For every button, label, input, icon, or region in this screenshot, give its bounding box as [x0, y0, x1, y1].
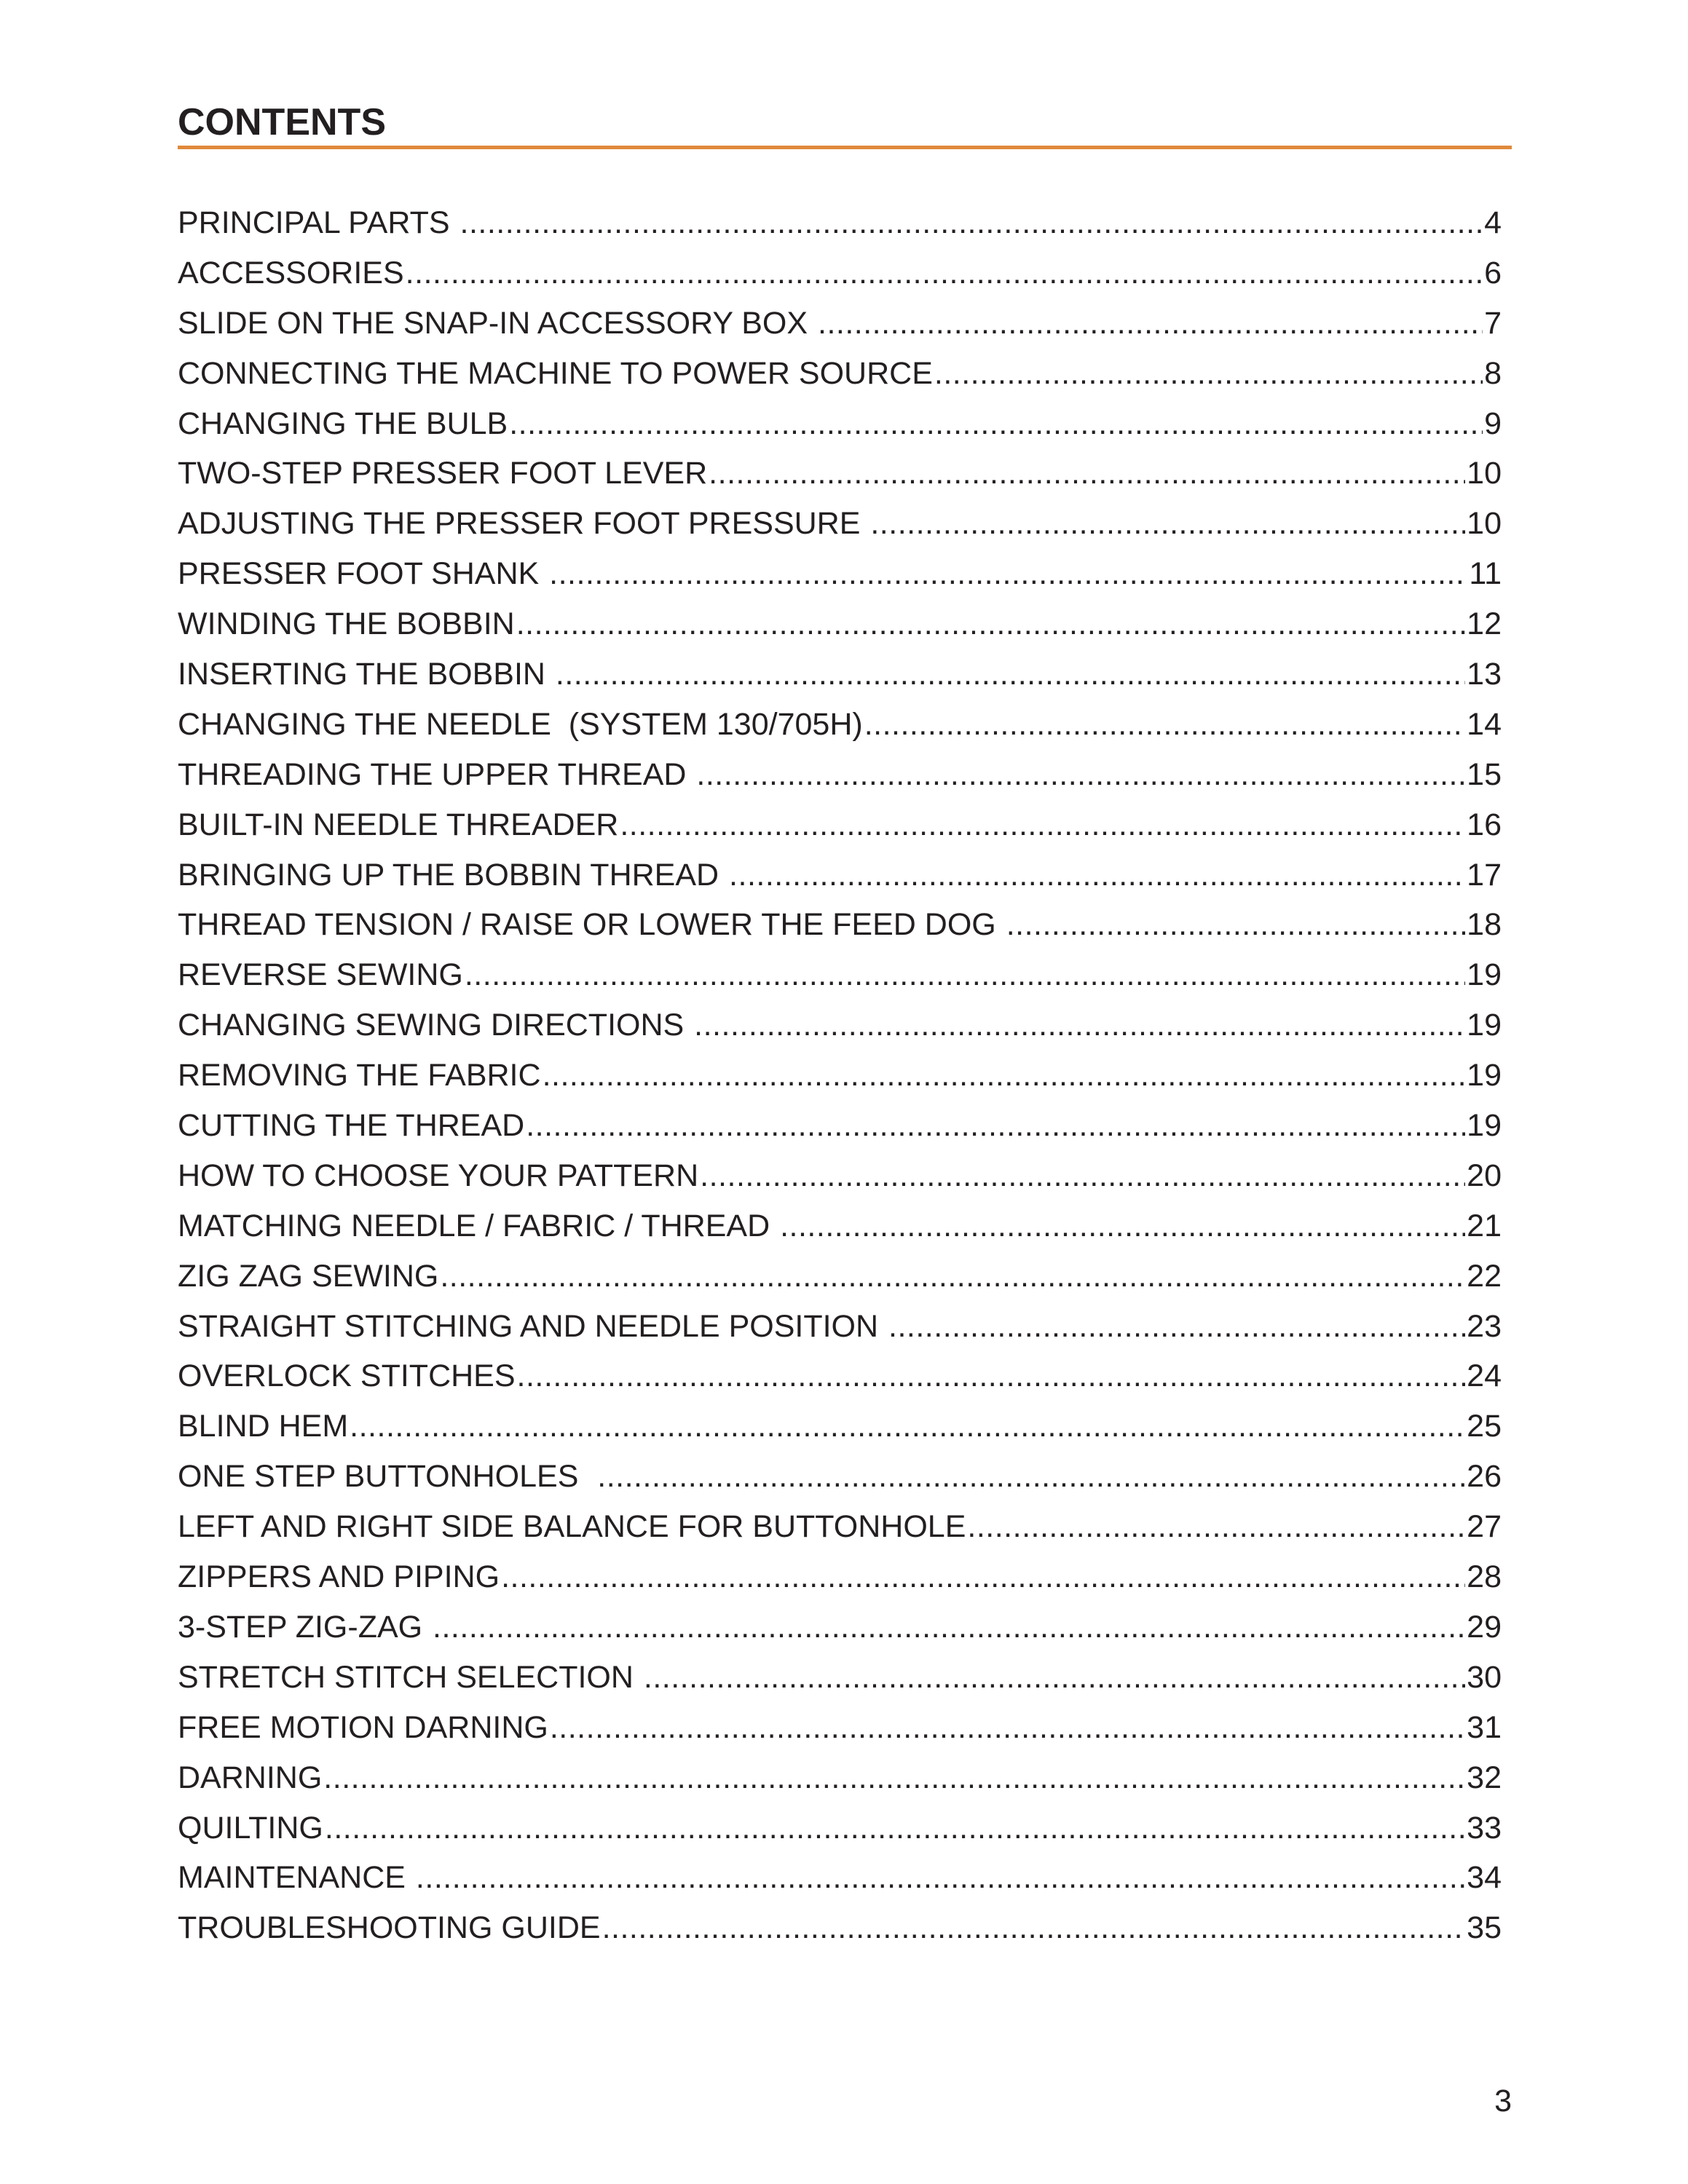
toc-entry-title: SLIDE ON THE SNAP-IN ACCESSORY BOX: [178, 305, 816, 341]
dot-leader: [440, 1251, 1465, 1302]
toc-entry-page: 27: [1467, 1509, 1502, 1545]
toc-entry-title: TROUBLESHOOTING GUIDE: [178, 1910, 601, 1946]
toc-entry-page: 23: [1467, 1308, 1502, 1344]
dot-leader: [888, 1302, 1465, 1352]
toc-entry[interactable]: [178, 198, 1502, 248]
toc-entry-page: 32: [1467, 1760, 1502, 1795]
toc-entry[interactable]: [178, 700, 1502, 750]
toc-entry[interactable]: [178, 1251, 1502, 1302]
title-divider: [178, 146, 1512, 149]
toc-entry-title: 3-STEP ZIG-ZAG: [178, 1609, 432, 1645]
toc-entry-page: 18: [1467, 907, 1502, 943]
toc-entry[interactable]: [178, 649, 1502, 700]
toc-entry[interactable]: [178, 1151, 1502, 1201]
toc-entry[interactable]: [178, 1753, 1502, 1803]
dot-leader: [516, 599, 1465, 649]
toc-entry-page: 6: [1484, 255, 1502, 290]
dot-leader: [325, 1803, 1465, 1853]
dot-leader: [780, 1201, 1465, 1251]
toc-entry[interactable]: [178, 549, 1502, 599]
toc-entry[interactable]: [178, 1602, 1502, 1653]
dot-leader: [465, 950, 1465, 1000]
toc-entry[interactable]: [178, 1452, 1502, 1502]
toc-entry-page: 9: [1484, 405, 1502, 441]
toc-entry-title: CUTTING THE THREAD: [178, 1108, 525, 1144]
toc-entry-title: MAINTENANCE: [178, 1860, 414, 1896]
dot-leader: [556, 649, 1465, 700]
toc-entry-page: 19: [1467, 1108, 1502, 1144]
toc-entry[interactable]: [178, 850, 1502, 901]
dot-leader: [700, 1151, 1465, 1201]
toc-entry-title: TWO-STEP PRESSER FOOT LEVER: [178, 456, 708, 491]
toc-entry[interactable]: [178, 800, 1502, 850]
dot-leader: [729, 850, 1465, 901]
toc-entry-title: ZIPPERS AND PIPING: [178, 1559, 500, 1595]
toc-entry[interactable]: [178, 1552, 1502, 1602]
toc-entry-page: 24: [1467, 1358, 1502, 1394]
toc-entry-page: 11: [1469, 556, 1502, 592]
toc-entry-page: 26: [1467, 1459, 1502, 1495]
dot-leader: [864, 700, 1465, 750]
toc-entry-title: BUILT-IN NEEDLE THREADER: [178, 807, 619, 842]
toc-entry-title: THREAD TENSION / RAISE OR LOWER THE FEED DOG: [178, 907, 1005, 943]
toc-entry[interactable]: [178, 1201, 1502, 1251]
toc-entry-title: WINDING THE BOBBIN: [178, 606, 515, 642]
dot-leader: [1006, 900, 1465, 950]
toc-entry[interactable]: [178, 1853, 1502, 1903]
toc-entry[interactable]: [178, 1051, 1502, 1101]
toc-entry-title: LEFT AND RIGHT SIDE BALANCE FOR BUTTONHOLE: [178, 1509, 966, 1545]
dot-leader: [620, 800, 1465, 850]
dot-leader: [694, 1000, 1465, 1051]
toc-entry-page: 28: [1467, 1559, 1502, 1595]
toc-entry[interactable]: [178, 448, 1502, 499]
dot-leader: [509, 399, 1483, 449]
toc-entry-page: 8: [1484, 355, 1502, 391]
dot-leader: [602, 1903, 1466, 1953]
toc-entry-page: 19: [1467, 957, 1502, 993]
toc-entry-title: MATCHING NEEDLE / FABRIC / THREAD: [178, 1208, 779, 1243]
page-number: 3: [1494, 2084, 1512, 2118]
toc-entry-page: 16: [1467, 807, 1502, 842]
toc-entry[interactable]: [178, 1000, 1502, 1051]
dot-leader: [323, 1753, 1465, 1803]
toc-entry-title: ADJUSTING THE PRESSER FOOT PRESSURE: [178, 506, 869, 542]
toc-entry-page: 25: [1467, 1409, 1502, 1444]
toc-entry-title: HOW TO CHOOSE YOUR PATTERN: [178, 1158, 699, 1193]
toc-entry-title: FREE MOTION DARNING: [178, 1709, 548, 1745]
toc-entry-page: 13: [1467, 657, 1502, 692]
toc-entry[interactable]: [178, 298, 1502, 349]
toc-entry-title: CHANGING SEWING DIRECTIONS: [178, 1008, 693, 1043]
page-title: CONTENTS: [178, 101, 386, 143]
toc-entry-title: PRESSER FOOT SHANK: [178, 556, 548, 592]
toc-entry-title: CHANGING THE NEEDLE (SYSTEM 130/705H): [178, 706, 863, 742]
toc-entry-page: 31: [1467, 1709, 1502, 1745]
toc-entry-title: REVERSE SEWING: [178, 957, 463, 993]
toc-entry[interactable]: [178, 1703, 1502, 1753]
dot-leader: [967, 1502, 1465, 1552]
toc-entry-page: 12: [1467, 606, 1502, 642]
dot-leader: [543, 1051, 1466, 1101]
toc-entry-page: 19: [1467, 1008, 1502, 1043]
dot-leader: [416, 1853, 1465, 1903]
toc-entry-page: 7: [1484, 305, 1502, 341]
toc-entry-page: 10: [1467, 456, 1502, 491]
toc-entry[interactable]: [178, 1401, 1502, 1452]
toc-entry-title: PRINCIPAL PARTS: [178, 205, 459, 240]
toc-entry[interactable]: [178, 399, 1502, 449]
dot-leader: [350, 1401, 1465, 1452]
toc-entry-title: BLIND HEM: [178, 1409, 349, 1444]
dot-leader: [550, 1703, 1465, 1753]
dot-leader: [818, 298, 1483, 349]
toc-entry[interactable]: [178, 1903, 1502, 1953]
toc-entry-page: 35: [1467, 1910, 1502, 1946]
toc-entry-title: BRINGING UP THE BOBBIN THREAD: [178, 857, 728, 893]
toc-entry-title: DARNING: [178, 1760, 323, 1795]
dot-leader: [549, 549, 1467, 599]
toc-entry-page: 10: [1467, 506, 1502, 542]
toc-entry[interactable]: [178, 950, 1502, 1000]
toc-entry[interactable]: [178, 499, 1502, 549]
dot-leader: [870, 499, 1465, 549]
toc-entry-page: 17: [1467, 857, 1502, 893]
toc-entry-page: 33: [1467, 1810, 1502, 1845]
toc-entry-title: ZIG ZAG SEWING: [178, 1258, 439, 1294]
toc-entry-title: THREADING THE UPPER THREAD: [178, 756, 695, 792]
toc-entry-title: STRAIGHT STITCHING AND NEEDLE POSITION: [178, 1308, 888, 1344]
dot-leader: [406, 248, 1483, 298]
toc-entry[interactable]: [178, 1653, 1502, 1703]
dot-leader: [517, 1351, 1466, 1401]
dot-leader: [433, 1602, 1465, 1653]
toc-entry-page: 19: [1467, 1058, 1502, 1093]
toc-entry-page: 15: [1467, 756, 1502, 792]
toc-entry[interactable]: [178, 1351, 1502, 1401]
dot-leader: [934, 349, 1483, 399]
table-of-contents: [178, 198, 1502, 1953]
dot-leader: [597, 1452, 1465, 1502]
toc-entry-title: CONNECTING THE MACHINE TO POWER SOURCE: [178, 355, 933, 391]
toc-entry-page: 14: [1467, 706, 1502, 742]
dot-leader: [644, 1653, 1465, 1703]
toc-entry-page: 20: [1467, 1158, 1502, 1193]
dot-leader: [460, 198, 1483, 248]
toc-entry-title: STRETCH STITCH SELECTION: [178, 1659, 642, 1695]
toc-entry-page: 34: [1467, 1860, 1502, 1896]
toc-entry-title: INSERTING THE BOBBIN: [178, 657, 554, 692]
dot-leader: [501, 1552, 1465, 1602]
dot-leader: [709, 448, 1465, 499]
toc-entry-page: 4: [1484, 205, 1502, 240]
toc-entry-title: QUILTING: [178, 1810, 323, 1845]
toc-entry[interactable]: [178, 248, 1502, 298]
toc-entry[interactable]: [178, 1502, 1502, 1552]
toc-entry-title: OVERLOCK STITCHES: [178, 1358, 516, 1394]
toc-entry-page: 22: [1467, 1258, 1502, 1294]
dot-leader: [696, 750, 1465, 800]
toc-entry[interactable]: [178, 900, 1502, 950]
toc-entry-title: REMOVING THE FABRIC: [178, 1058, 541, 1093]
toc-entry-page: 29: [1467, 1609, 1502, 1645]
toc-entry-title: ACCESSORIES: [178, 255, 404, 290]
toc-entry[interactable]: [178, 1101, 1502, 1151]
toc-entry-title: ONE STEP BUTTONHOLES: [178, 1459, 596, 1495]
toc-entry[interactable]: [178, 750, 1502, 800]
toc-entry[interactable]: [178, 599, 1502, 649]
toc-entry[interactable]: [178, 1302, 1502, 1352]
dot-leader: [526, 1101, 1465, 1151]
toc-entry-title: CHANGING THE BULB: [178, 405, 508, 441]
toc-entry-page: 30: [1467, 1659, 1502, 1695]
toc-entry-page: 21: [1467, 1208, 1502, 1243]
toc-entry[interactable]: [178, 349, 1502, 399]
toc-entry[interactable]: [178, 1803, 1502, 1853]
